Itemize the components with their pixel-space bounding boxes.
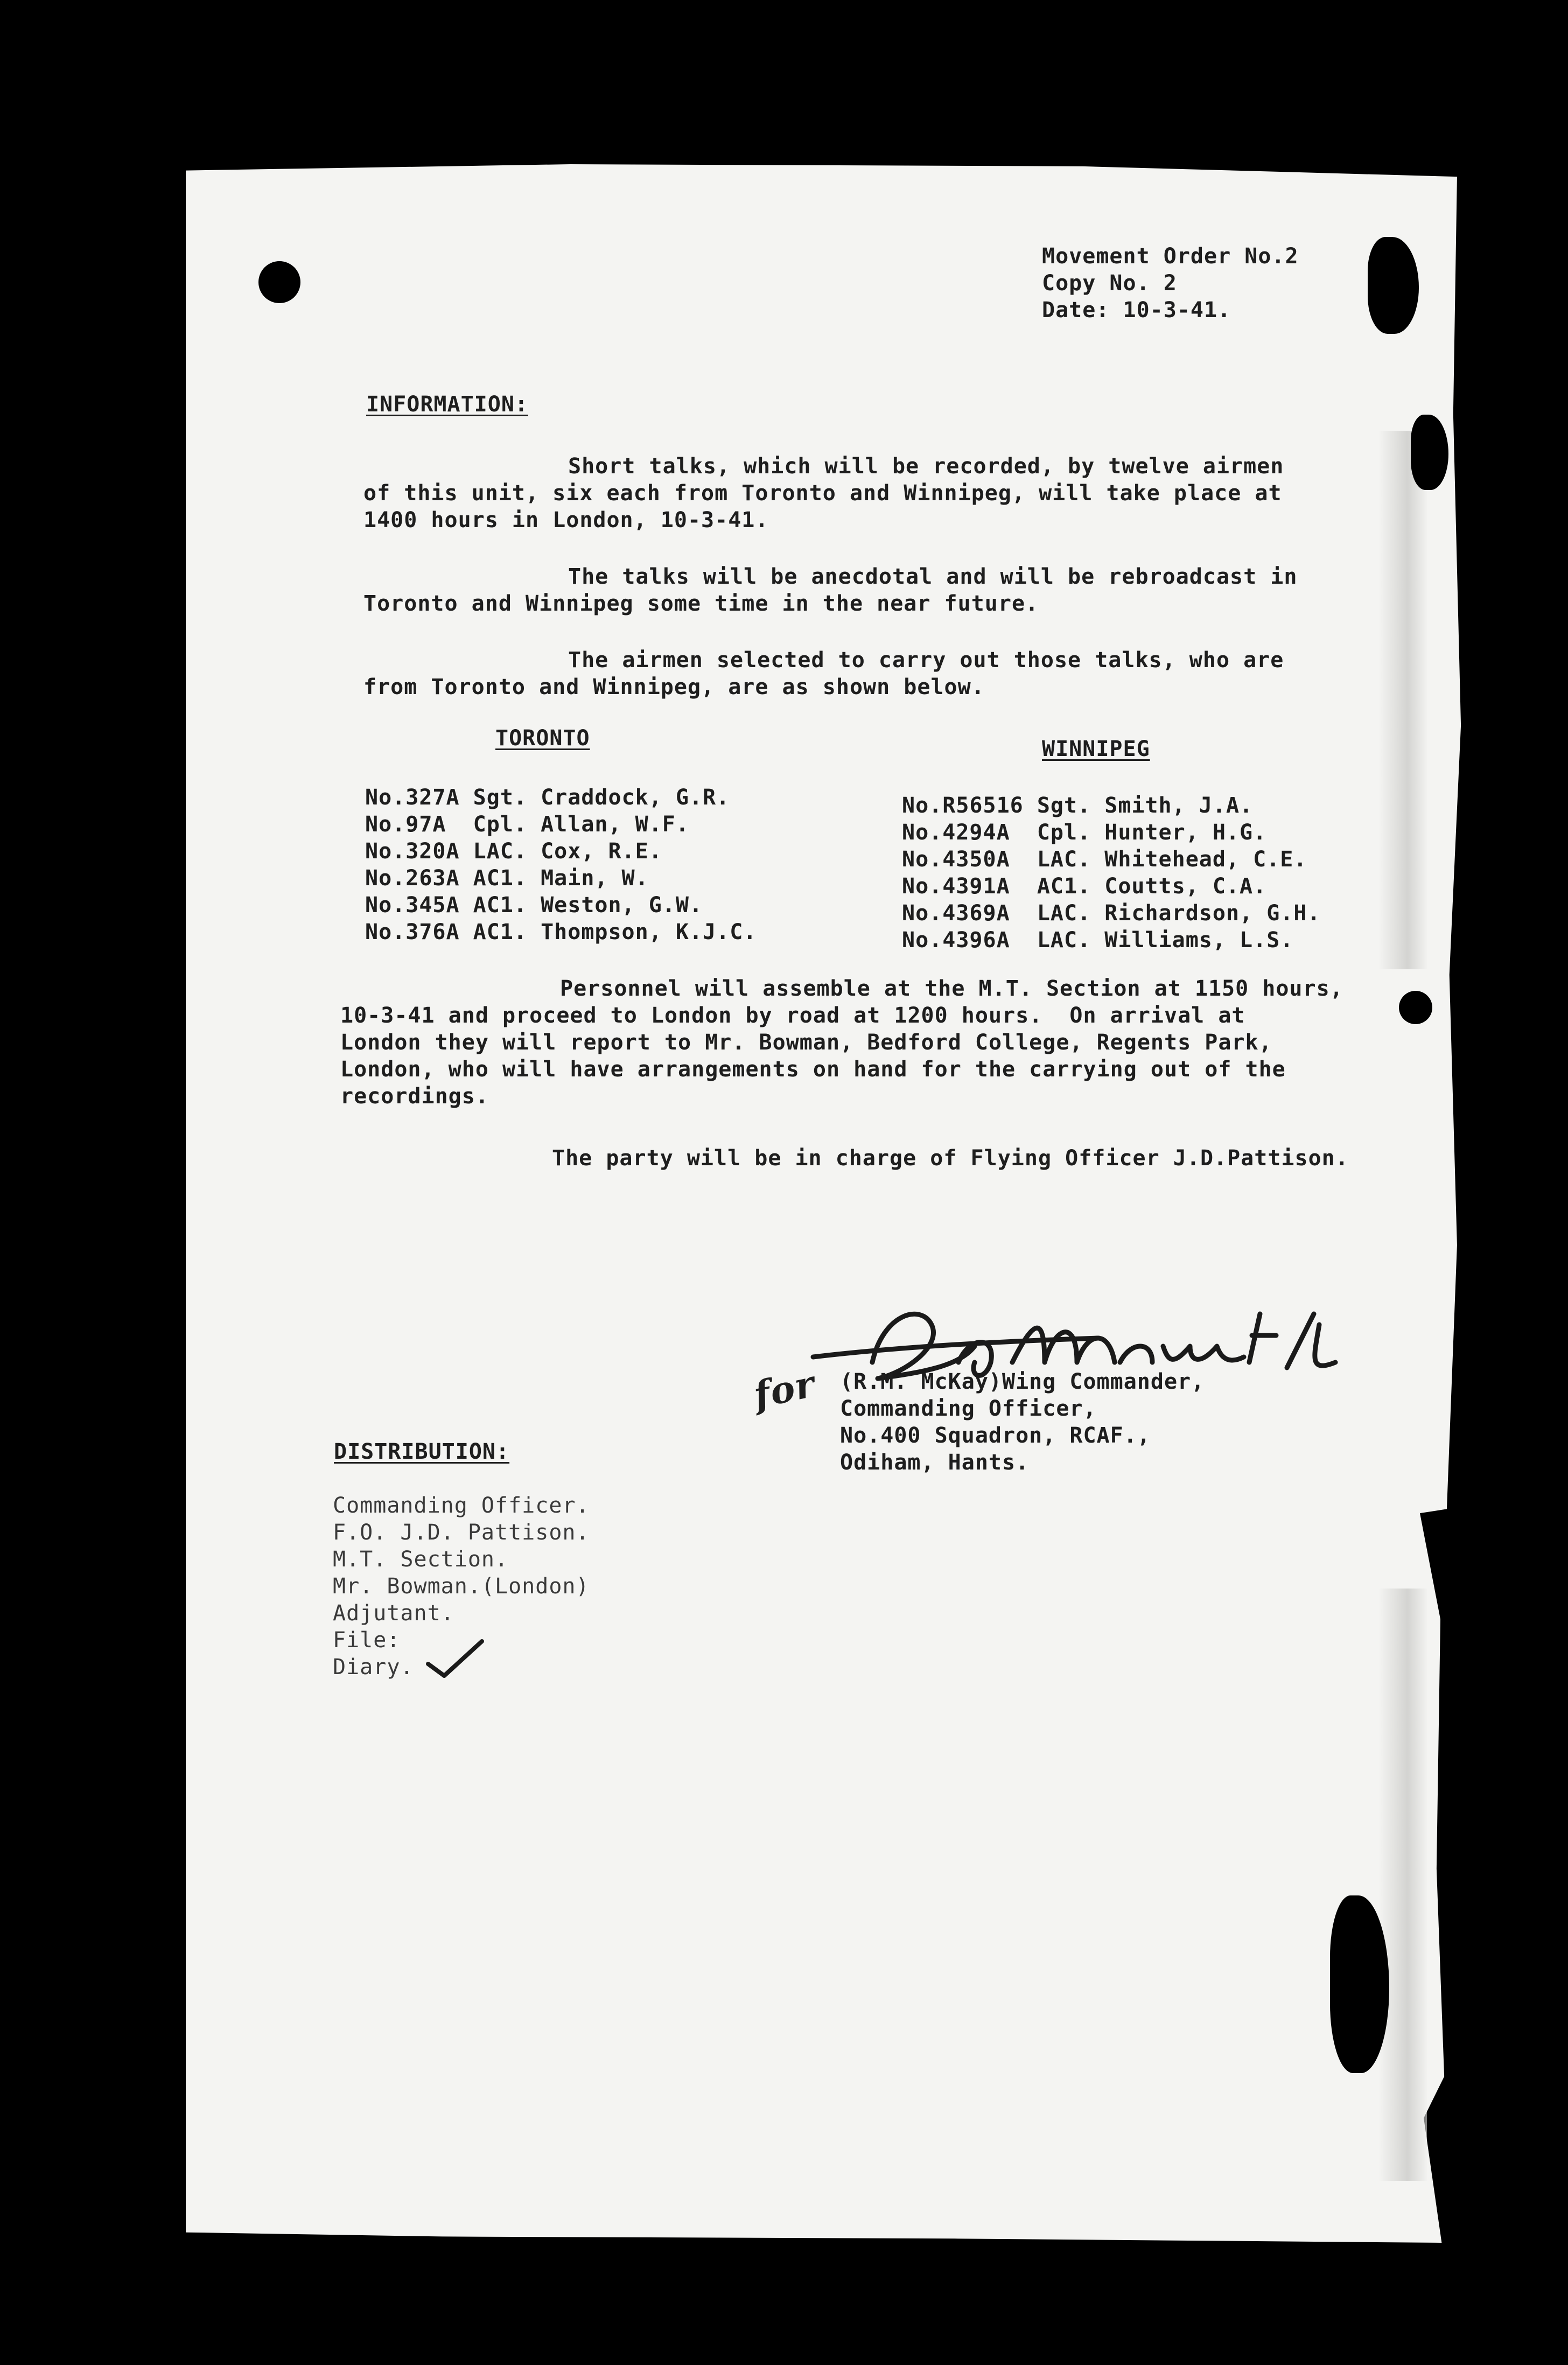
para4-line-1: Personnel will assemble at the M.T. Section at 1150 hours, <box>560 976 1343 1001</box>
distribution-heading: DISTRIBUTION: <box>334 1439 510 1464</box>
para4-line-4: London, who will have arrangements on hand for the carrying out of the <box>340 1057 1286 1082</box>
distribution-item: Commanding Officer. <box>333 1493 590 1518</box>
toronto-row: No.320A LAC. Cox, R.E. <box>365 839 662 864</box>
distribution-item: Diary. <box>333 1655 414 1680</box>
signature-line-2: Commanding Officer, <box>840 1396 1097 1421</box>
para3-line-1: The airmen selected to carry out those talks, who are <box>568 648 1284 673</box>
paper-fold-shadow-lower <box>1378 1589 1427 2181</box>
information-heading: INFORMATION: <box>366 392 528 417</box>
winnipeg-row: No.4391A AC1. Coutts, C.A. <box>902 874 1267 899</box>
toronto-row: No.327A Sgt. Craddock, G.R. <box>365 785 730 810</box>
winnipeg-row: No.4294A Cpl. Hunter, H.G. <box>902 820 1267 845</box>
paper-fold-shadow <box>1378 431 1427 969</box>
toronto-row: No.263A AC1. Main, W. <box>365 866 649 891</box>
winnipeg-heading: WINNIPEG <box>1042 737 1150 761</box>
para1-line-1: Short talks, which will be recorded, by twelve airmen <box>568 454 1284 479</box>
winnipeg-row: No.R56516 Sgt. Smith, J.A. <box>902 793 1254 818</box>
para3-line-2: from Toronto and Winnipeg, are as shown below. <box>363 675 985 699</box>
winnipeg-row: No.4369A LAC. Richardson, G.H. <box>902 901 1321 926</box>
signature-line-3: No.400 Squadron, RCAF., <box>840 1423 1151 1448</box>
signature-line-4: Odiham, Hants. <box>840 1450 1030 1475</box>
paper-tear-mid-right <box>1411 415 1448 490</box>
para1-line-3: 1400 hours in London, 10-3-41. <box>363 508 769 533</box>
signature-line-1: (R.M. McKay)Wing Commander, <box>840 1369 1205 1394</box>
para2-line-2: Toronto and Winnipeg some time in the near future. <box>363 591 1039 616</box>
check-mark-icon <box>425 1637 485 1680</box>
for-handwritten-mark: for <box>750 1362 819 1417</box>
para2-line-1: The talks will be anecdotal and will be rebroadcast in <box>568 564 1298 589</box>
toronto-row: No.97A Cpl. Allan, W.F. <box>365 812 689 837</box>
distribution-item: Adjutant. <box>333 1601 454 1626</box>
date-line: Date: 10-3-41. <box>1042 298 1231 323</box>
distribution-item: F.O. J.D. Pattison. <box>333 1520 590 1545</box>
para4-line-3: London they will report to Mr. Bowman, Bedford College, Regents Park, <box>340 1030 1272 1055</box>
winnipeg-row: No.4350A LAC. Whitehead, C.E. <box>902 847 1307 872</box>
distribution-item: File: <box>333 1628 401 1653</box>
para5-line: The party will be in charge of Flying Officer J.D.Pattison. <box>552 1146 1349 1171</box>
winnipeg-row: No.4396A LAC. Williams, L.S. <box>902 928 1294 953</box>
movement-order-line: Movement Order No.2 <box>1042 244 1299 269</box>
toronto-heading: TORONTO <box>495 726 590 751</box>
distribution-item: M.T. Section. <box>333 1547 509 1572</box>
para4-line-2: 10-3-41 and proceed to London by road at 1200 hours. On arrival at <box>340 1003 1245 1028</box>
para4-line-5: recordings. <box>340 1084 489 1109</box>
toronto-row: No.376A AC1. Thompson, K.J.C. <box>365 920 757 944</box>
distribution-item: Mr. Bowman.(London) <box>333 1574 590 1599</box>
copy-number-line: Copy No. 2 <box>1042 271 1177 296</box>
punch-hole-right <box>1399 991 1432 1024</box>
punch-hole-left <box>258 261 300 303</box>
toronto-row: No.345A AC1. Weston, G.W. <box>365 893 703 918</box>
para1-line-2: of this unit, six each from Toronto and Winnipeg, will take place at <box>363 481 1282 506</box>
